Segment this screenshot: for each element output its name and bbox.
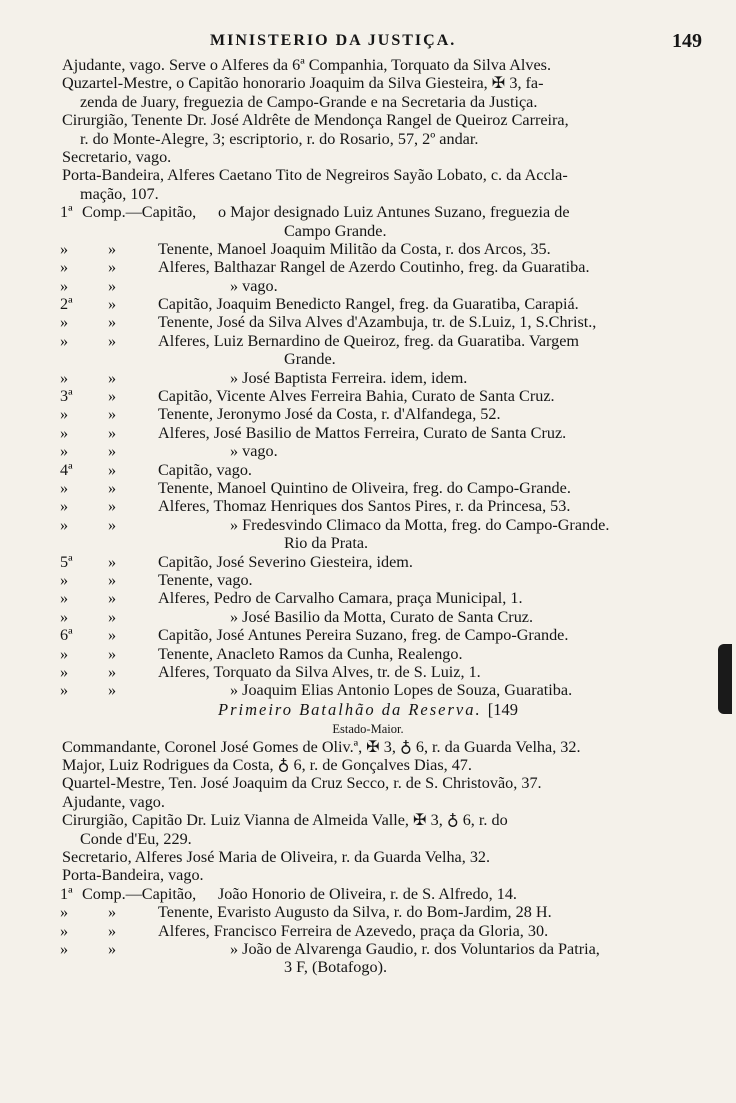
company-row bbox=[0, 313, 736, 331]
section-title-number: [149 bbox=[487, 699, 518, 719]
company-label: Comp.—Capitão, bbox=[82, 884, 197, 903]
company-number: 6ª bbox=[60, 626, 73, 645]
company-row bbox=[0, 405, 736, 423]
company-row bbox=[0, 424, 736, 442]
company-entry: o Major designado Luiz Antunes Suzano, freguezia de bbox=[218, 203, 570, 222]
ditto-mark: » bbox=[108, 423, 117, 442]
company-number: » bbox=[60, 313, 69, 332]
company-number: » bbox=[60, 258, 69, 277]
page-number: 149 bbox=[672, 30, 702, 52]
text-line: Porta-Bandeira, vago. bbox=[62, 866, 204, 885]
company-number: » bbox=[60, 368, 69, 387]
ditto-mark: » bbox=[108, 589, 117, 608]
company-number: » bbox=[60, 903, 69, 922]
company-entry: Tenente, Manoel Joaquim Militão da Costa, r. dos Arcos, 35. bbox=[158, 239, 551, 258]
ditto-mark: » bbox=[108, 607, 117, 626]
company-row bbox=[0, 626, 736, 644]
company-number: 1ª bbox=[60, 884, 73, 903]
company-entry: Capitão, vago. bbox=[158, 460, 252, 479]
company-row bbox=[0, 222, 736, 240]
company-number: » bbox=[60, 515, 69, 534]
ditto-mark: » bbox=[108, 478, 117, 497]
company-row bbox=[0, 497, 736, 515]
company-number: » bbox=[60, 662, 69, 681]
company-row bbox=[0, 240, 736, 258]
company-row bbox=[0, 571, 736, 589]
company-row bbox=[0, 295, 736, 313]
text-line: r. do Monte-Alegre, 3; escriptorio, r. do Rosario, 57, 2º andar. bbox=[80, 129, 479, 148]
section-subhead: Estado-Maior. bbox=[332, 721, 404, 736]
staff-block-2 bbox=[0, 738, 736, 885]
company-row bbox=[0, 553, 736, 571]
company-entry-cont: Grande. bbox=[284, 350, 336, 369]
ditto-mark: » bbox=[108, 313, 117, 332]
company-entry: Tenente, Jeronymo José da Costa, r. d'Alfandega, 52. bbox=[158, 405, 501, 424]
company-number: » bbox=[60, 939, 69, 958]
company-entry: Capitão, Vicente Alves Ferreira Bahia, Curato de Santa Cruz. bbox=[158, 387, 555, 406]
company-entry-sub: » vago. bbox=[230, 276, 278, 295]
company-entry: Capitão, José Severino Giesteira, idem. bbox=[158, 552, 413, 571]
ditto-mark: » bbox=[108, 387, 117, 406]
company-entry-sub: » Fredesvindo Climaco da Motta, freg. do Campo-Grande. bbox=[230, 515, 610, 534]
company-row bbox=[0, 516, 736, 534]
company-number: » bbox=[60, 497, 69, 516]
ditto-mark: » bbox=[108, 903, 117, 922]
company-entry: Alferes, José Basilio de Mattos Ferreira, Curato de Santa Cruz. bbox=[158, 423, 567, 442]
ditto-mark: » bbox=[108, 552, 117, 571]
ditto-mark: » bbox=[108, 276, 117, 295]
company-entry: Alferes, Balthazar Rangel de Azerdo Coutinho, freg. da Guaratiba. bbox=[158, 258, 590, 277]
company-number: » bbox=[60, 589, 69, 608]
text-line: Porta-Bandeira, Alferes Caetano Tito de Negreiros Sayão Lobato, c. da Accla- bbox=[62, 166, 568, 185]
company-entry: Alferes, Torquato da Silva Alves, tr. de S. Luiz, 1. bbox=[158, 662, 481, 681]
company-row bbox=[0, 885, 736, 903]
text-line: mação, 107. bbox=[80, 184, 159, 203]
ditto-mark: » bbox=[108, 497, 117, 516]
ditto-mark: » bbox=[108, 921, 117, 940]
company-entry-cont: Campo Grande. bbox=[284, 221, 387, 240]
company-entry: Alferes, Thomaz Henriques dos Santos Pires, r. da Princesa, 53. bbox=[158, 497, 571, 516]
page-title: MINISTERIO DA JUSTIÇA. bbox=[210, 32, 457, 49]
company-row bbox=[0, 277, 736, 295]
company-entry: Tenente, Anacleto Ramos da Cunha, Realengo. bbox=[158, 644, 463, 663]
company-entry: Tenente, José da Silva Alves d'Azambuja, tr. de S.Luiz, 1, S.Christ., bbox=[158, 313, 597, 332]
company-number: » bbox=[60, 239, 69, 258]
company-row bbox=[0, 903, 736, 921]
company-row bbox=[0, 258, 736, 276]
ditto-mark: » bbox=[108, 405, 117, 424]
company-entry-cont: Rio da Prata. bbox=[284, 534, 369, 553]
company-row bbox=[0, 442, 736, 460]
company-row bbox=[0, 940, 736, 958]
text-line: Ajudante, vago. bbox=[62, 792, 165, 811]
company-row bbox=[0, 203, 736, 221]
ditto-mark: » bbox=[108, 939, 117, 958]
companies-block-1 bbox=[0, 203, 736, 700]
ditto-mark: » bbox=[108, 239, 117, 258]
document-body bbox=[0, 56, 736, 977]
ditto-mark: » bbox=[108, 515, 117, 534]
company-row bbox=[0, 608, 736, 626]
section-title bbox=[0, 700, 736, 720]
ditto-mark: » bbox=[108, 295, 117, 314]
page-header bbox=[0, 30, 736, 56]
company-row bbox=[0, 922, 736, 940]
company-entry-sub: » João de Alvarenga Gaudio, r. dos Voluntarios da Patria, bbox=[230, 939, 600, 958]
company-entry-sub: » Joaquim Elias Antonio Lopes de Souza, Guaratiba. bbox=[230, 681, 573, 700]
company-row bbox=[0, 387, 736, 405]
text-line: Quartel-Mestre, Ten. José Joaquim da Cruz Secco, r. de S. Christovão, 37. bbox=[62, 774, 542, 793]
company-entry: Alferes, Francisco Ferreira de Azevedo, praça da Gloria, 30. bbox=[158, 921, 549, 940]
company-number: » bbox=[60, 442, 69, 461]
company-entry: Alferes, Pedro de Carvalho Camara, praça Municipal, 1. bbox=[158, 589, 523, 608]
company-entry: Alferes, Luiz Bernardino de Queiroz, freg. da Guaratiba. Vargem bbox=[158, 331, 580, 350]
company-entry: João Honorio de Oliveira, r. de S. Alfredo, 14. bbox=[218, 884, 517, 903]
ditto-mark: » bbox=[108, 662, 117, 681]
ditto-mark: » bbox=[108, 644, 117, 663]
company-number: 2ª bbox=[60, 295, 73, 314]
company-row bbox=[0, 479, 736, 497]
company-row bbox=[0, 663, 736, 681]
company-row bbox=[0, 589, 736, 607]
company-row bbox=[0, 350, 736, 368]
company-row bbox=[0, 534, 736, 552]
company-number: » bbox=[60, 405, 69, 424]
company-entry-sub: » vago. bbox=[230, 442, 278, 461]
company-row bbox=[0, 461, 736, 479]
text-line: Cirurgião, Tenente Dr. José Aldrête de Mendonça Rangel de Queiroz Carreira, bbox=[62, 111, 569, 130]
company-entry: Tenente, vago. bbox=[158, 570, 253, 589]
company-row bbox=[0, 645, 736, 663]
company-number: 5ª bbox=[60, 552, 73, 571]
company-number: » bbox=[60, 681, 69, 700]
companies-block-2 bbox=[0, 885, 736, 977]
text-line: Ajudante, vago. Serve o Alferes da 6ª Companhia, Torquato da Silva Alves. bbox=[62, 56, 552, 74]
company-number: » bbox=[60, 644, 69, 663]
section-title-text: Primeiro Batalhão da Reserva. bbox=[218, 699, 482, 719]
text-line: Cirurgião, Capitão Dr. Luiz Vianna de Almeida Valle, ✠ 3, ♁ 6, r. do bbox=[62, 811, 508, 830]
company-number: 3ª bbox=[60, 387, 73, 406]
company-number: » bbox=[60, 921, 69, 940]
ditto-mark: » bbox=[108, 258, 117, 277]
ditto-mark: » bbox=[108, 570, 117, 589]
text-line: zenda de Juary, freguezia de Campo-Grande e na Secretaria da Justiça. bbox=[80, 92, 538, 111]
text-line: Secretario, vago. bbox=[62, 147, 172, 166]
ditto-mark: » bbox=[108, 460, 117, 479]
company-entry: Tenente, Evaristo Augusto da Silva, r. do Bom-Jardim, 28 H. bbox=[158, 903, 552, 922]
ditto-mark: » bbox=[108, 681, 117, 700]
company-number: » bbox=[60, 423, 69, 442]
text-line: Quzartel-Mestre, o Capitão honorario Joaquim da Silva Giesteira, ✠ 3, fa- bbox=[62, 74, 544, 93]
company-number: » bbox=[60, 276, 69, 295]
company-entry: Tenente, Manoel Quintino de Oliveira, freg. do Campo-Grande. bbox=[158, 478, 571, 497]
staff-block-1 bbox=[0, 56, 736, 203]
text-line: Secretario, Alferes José Maria de Oliveira, r. da Guarda Velha, 32. bbox=[62, 848, 491, 867]
ditto-mark: » bbox=[108, 626, 117, 645]
company-number: 1ª bbox=[60, 203, 73, 222]
company-entry-cont: 3 F, (Botafogo). bbox=[284, 958, 388, 977]
ditto-mark: » bbox=[108, 368, 117, 387]
text-line: Conde d'Eu, 229. bbox=[80, 829, 192, 848]
company-row bbox=[0, 958, 736, 976]
company-entry-sub: » José Basilio da Motta, Curato de Santa Cruz. bbox=[230, 607, 534, 626]
company-entry: Capitão, Joaquim Benedicto Rangel, freg. da Guaratiba, Carapiá. bbox=[158, 295, 579, 314]
company-row bbox=[0, 681, 736, 699]
margin-mark bbox=[718, 644, 732, 714]
company-row bbox=[0, 369, 736, 387]
company-label: Comp.—Capitão, bbox=[82, 203, 197, 222]
company-number: » bbox=[60, 607, 69, 626]
company-row bbox=[0, 332, 736, 350]
company-number: » bbox=[60, 331, 69, 350]
ditto-mark: » bbox=[108, 442, 117, 461]
ditto-mark: » bbox=[108, 331, 117, 350]
text-line: Commandante, Coronel José Gomes de Oliv.ª, ✠ 3, ♁ 6, r. da Guarda Velha, 32. bbox=[62, 737, 581, 756]
company-entry-sub: » José Baptista Ferreira. idem, idem. bbox=[230, 368, 468, 387]
company-number: 4ª bbox=[60, 460, 73, 479]
company-number: » bbox=[60, 570, 69, 589]
company-number: » bbox=[60, 478, 69, 497]
company-entry: Capitão, José Antunes Pereira Suzano, freg. de Campo-Grande. bbox=[158, 626, 569, 645]
text-line: Major, Luiz Rodrigues da Costa, ♁ 6, r. de Gonçalves Dias, 47. bbox=[62, 756, 472, 775]
